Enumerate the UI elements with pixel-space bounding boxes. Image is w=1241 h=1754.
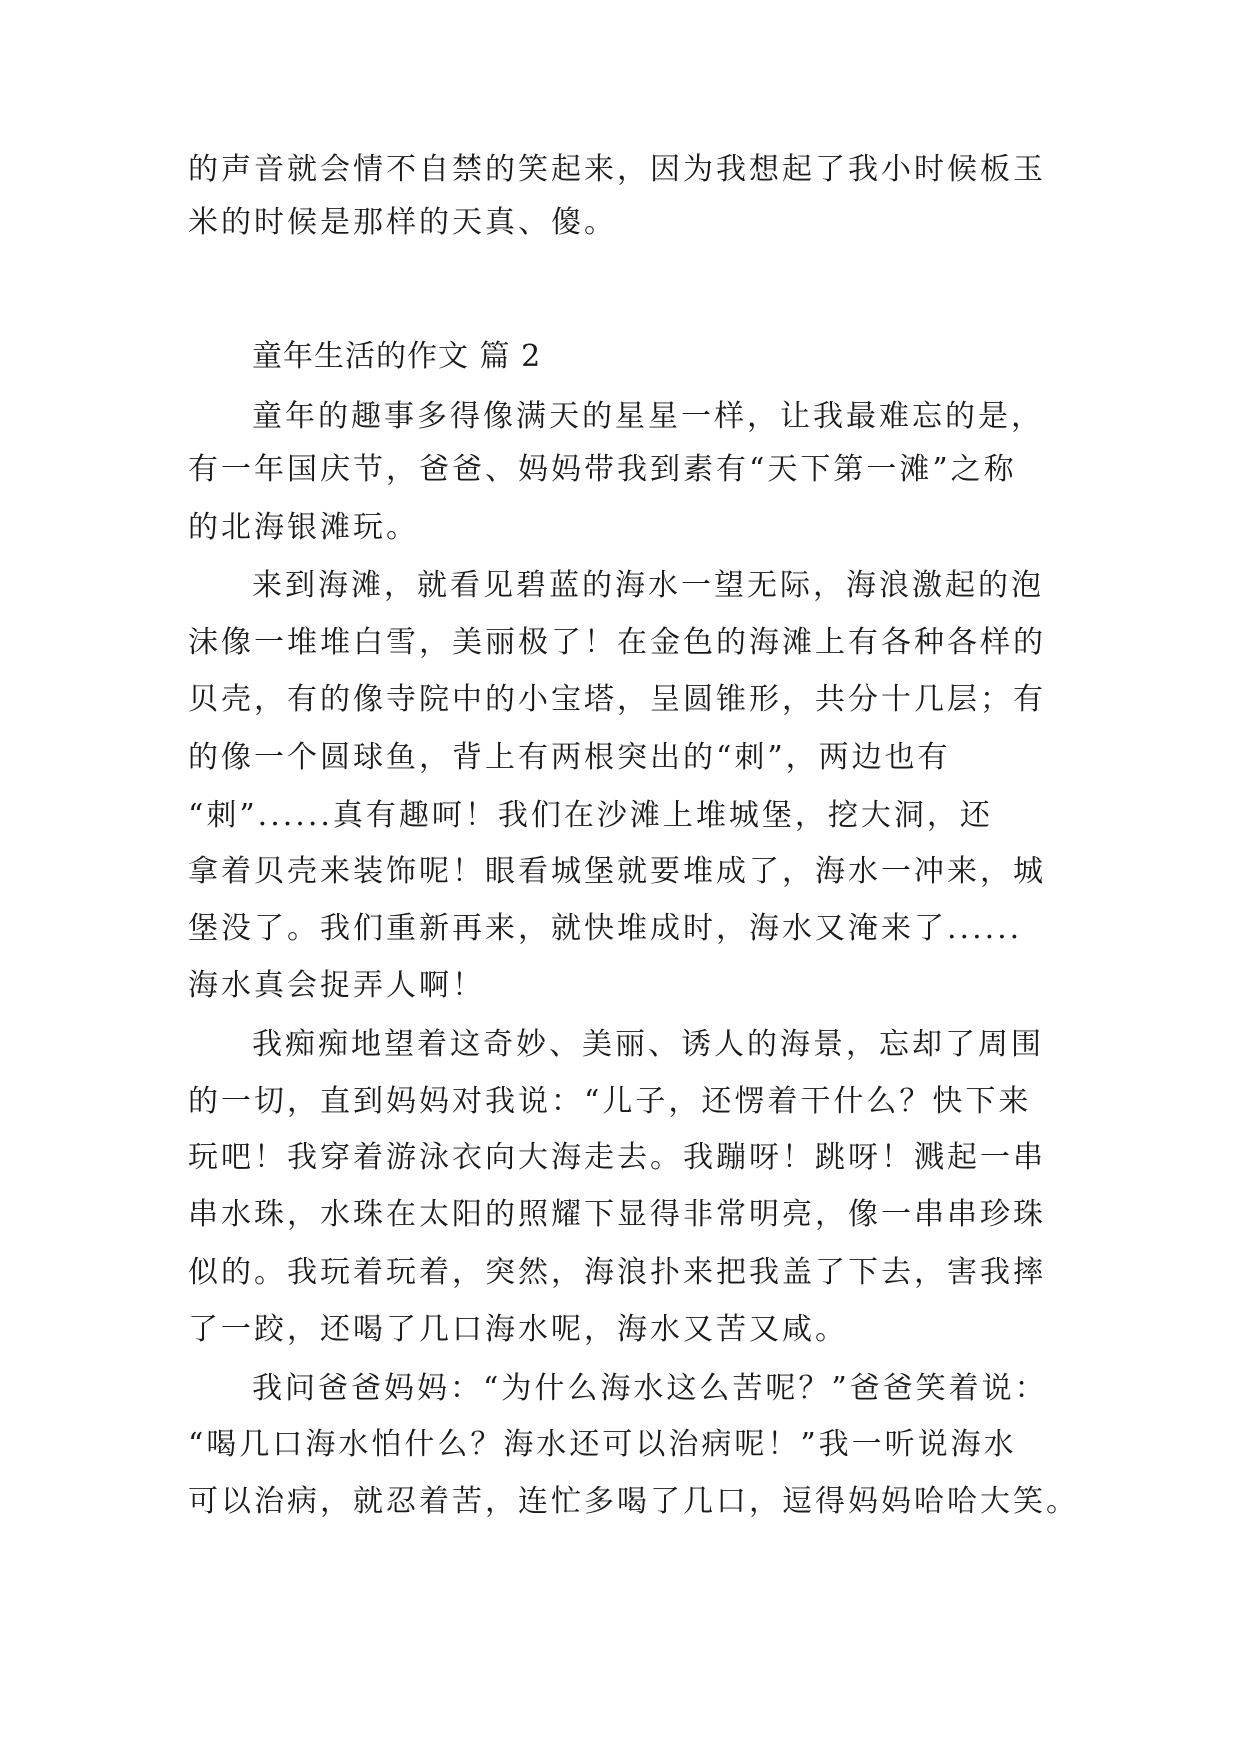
text-line: 海水真会捉弄人啊！ bbox=[188, 968, 485, 1003]
text-line: 的北海银滩玩。 bbox=[188, 510, 419, 545]
text-line: 贝壳，有的像寺院中的小宝塔，呈圆锥形，共分十几层；有 bbox=[188, 682, 1046, 717]
text-line: 的一切，直到妈妈对我说：“儿子，还愣着干什么？快下来 bbox=[188, 1084, 1032, 1119]
paragraph-first-line: 来到海滩，就看见碧蓝的海水一望无际，海浪激起的泡 bbox=[252, 568, 1044, 603]
text-line: 玩吧！我穿着游泳衣向大海走去。我蹦呀！跳呀！溅起一串 bbox=[188, 1140, 1046, 1175]
text-line: 有一年国庆节，爸爸、妈妈带我到素有“天下第一滩”之称 bbox=[188, 452, 1017, 487]
paragraph-first-line: 童年的趣事多得像满天的星星一样，让我最难忘的是， bbox=[252, 399, 1044, 434]
text-line: 沫像一堆堆白雪，美丽极了！在金色的海滩上有各种各样的 bbox=[188, 625, 1046, 660]
text-line: 串水珠，水珠在太阳的照耀下显得非常明亮，像一串串珍珠 bbox=[188, 1197, 1046, 1232]
text-line: “喝几口海水怕什么？海水还可以治病呢！”我一听说海水 bbox=[188, 1427, 1017, 1462]
section-heading: 童年生活的作文 篇 2 bbox=[252, 339, 542, 374]
paragraph-first-line: 我问爸爸妈妈：“为什么海水这么苦呢？”爸爸笑着说： bbox=[252, 1371, 1048, 1406]
text-line: 的声音就会情不自禁的笑起来，因为我想起了我小时候板玉 bbox=[188, 152, 1046, 187]
text-line: 似的。我玩着玩着，突然，海浪扑来把我盖了下去，害我摔 bbox=[188, 1255, 1046, 1290]
text-line: 拿着贝壳来装饰呢！眼看城堡就要堆成了，海水一冲来，城 bbox=[188, 854, 1046, 889]
paragraph-first-line: 我痴痴地望着这奇妙、美丽、诱人的海景，忘却了周围 bbox=[252, 1027, 1044, 1062]
text-line: “刺”......真有趣呵！我们在沙滩上堆城堡，挖大洞，还 bbox=[188, 798, 993, 833]
text-line: 的像一个圆球鱼，背上有两根突出的“刺”，两边也有 bbox=[188, 740, 951, 775]
text-line: 堡没了。我们重新再来，就快堆成时，海水又淹来了...... bbox=[188, 911, 1023, 946]
text-line: 了一跤，还喝了几口海水呢，海水又苦又咸。 bbox=[188, 1312, 848, 1347]
text-line: 可以治病，就忍着苦，连忙多喝了几口，逗得妈妈哈哈大笑。 bbox=[188, 1484, 1079, 1519]
text-line: 米的时候是那样的天真、傻。 bbox=[188, 205, 617, 240]
